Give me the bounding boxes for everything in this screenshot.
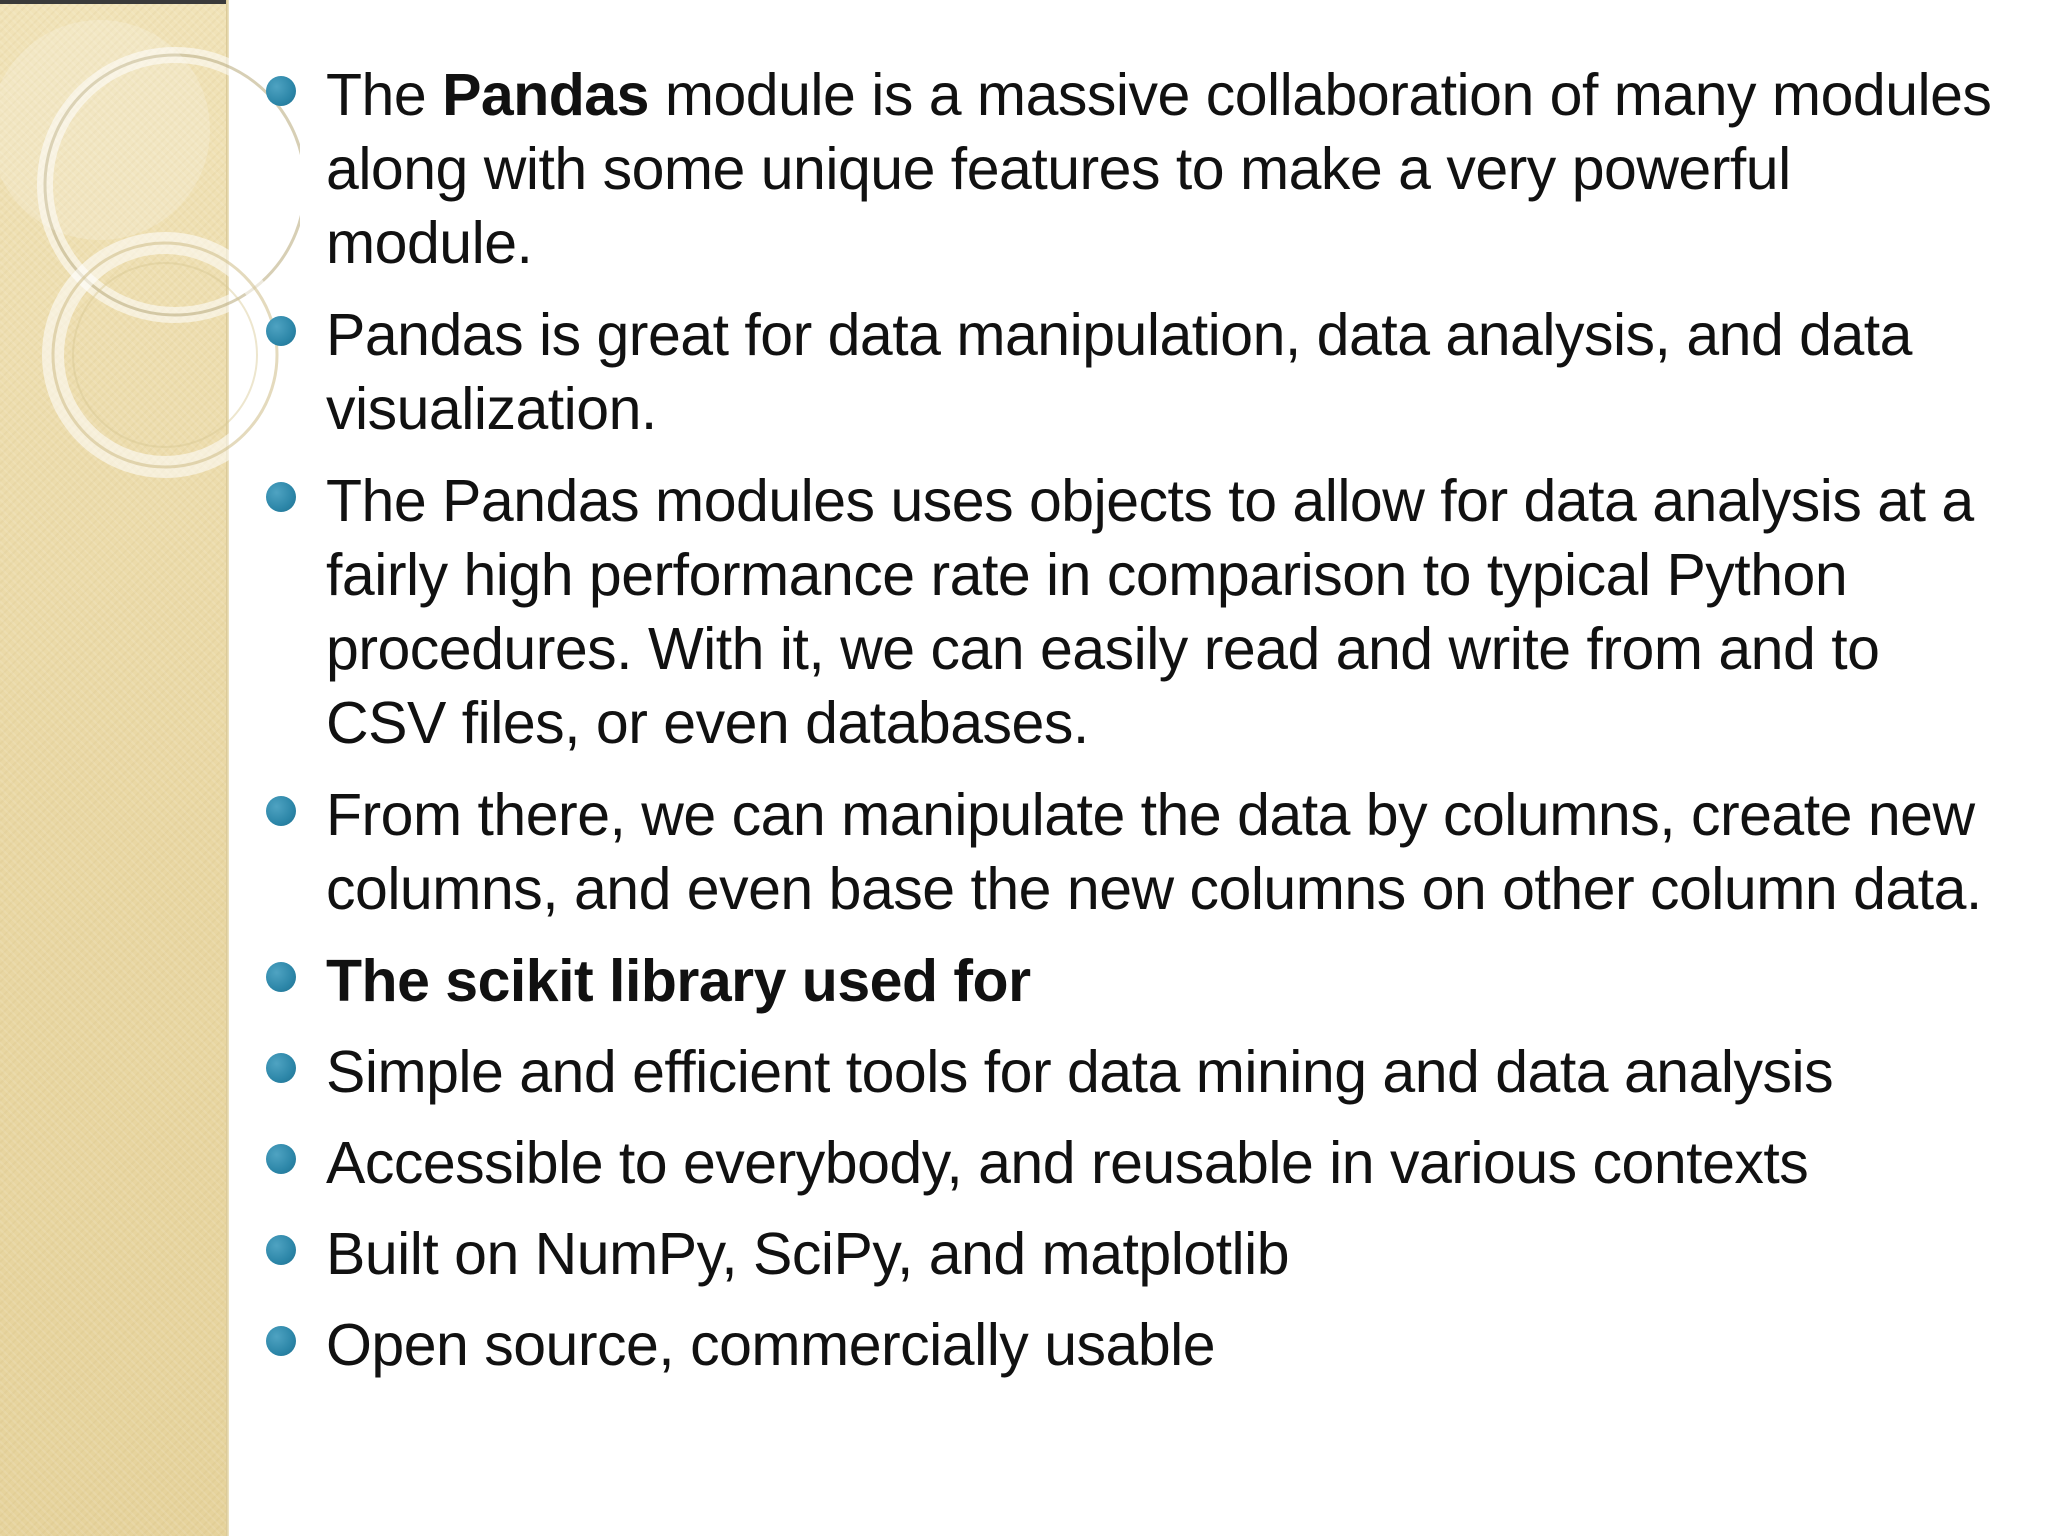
bullet-dot-icon xyxy=(266,962,296,992)
bullet-text-bold-pandas: Pandas xyxy=(442,62,649,128)
bullet-item xyxy=(262,298,2002,446)
bullet-dot-icon xyxy=(266,1053,296,1083)
bullet-text-bold: The scikit library used for xyxy=(326,948,1031,1014)
bullet-item-heading xyxy=(262,944,2002,1018)
bullet-text-suffix: module is a massive collaboration of many modules along with some unique features to make a very powerful module. xyxy=(326,62,1992,276)
bullet-text-prefix: The xyxy=(326,62,443,128)
bullet-dot-icon xyxy=(266,76,296,106)
bullet-dot-icon xyxy=(266,482,296,512)
bullet-dot-icon xyxy=(266,316,296,346)
bullet-dot-icon xyxy=(266,796,296,826)
bullet-text: Open source, commercially usable xyxy=(326,1312,1216,1378)
bullet-dot-icon xyxy=(266,1326,296,1356)
bullet-item xyxy=(262,1126,2002,1200)
bullet-item xyxy=(262,1308,2002,1382)
bullet-item xyxy=(262,1035,2002,1109)
bullet-list xyxy=(262,58,2002,1399)
bullet-item xyxy=(262,58,2002,280)
decorative-rings xyxy=(0,0,300,560)
bullet-dot-icon xyxy=(266,1144,296,1174)
bullet-text: From there, we can manipulate the data by columns, create new columns, and even base the new columns on other column data. xyxy=(326,782,1982,922)
bullet-item xyxy=(262,464,2002,760)
bullet-text: Accessible to everybody, and reusable in various contexts xyxy=(326,1130,1809,1196)
bullet-text: Pandas is great for data manipulation, data analysis, and data visualization. xyxy=(326,302,1912,442)
bullet-text: Built on NumPy, SciPy, and matplotlib xyxy=(326,1221,1290,1287)
bullet-item xyxy=(262,1217,2002,1291)
bullet-dot-icon xyxy=(266,1235,296,1265)
bullet-text: Simple and efficient tools for data mining and data analysis xyxy=(326,1039,1834,1105)
bullet-text: The Pandas modules uses objects to allow for data analysis at a fairly high performance rate in comparison to typical Python procedures. With it, we can easily read and write from and to CSV files, or even databases. xyxy=(326,468,1974,756)
bullet-item xyxy=(262,778,2002,926)
